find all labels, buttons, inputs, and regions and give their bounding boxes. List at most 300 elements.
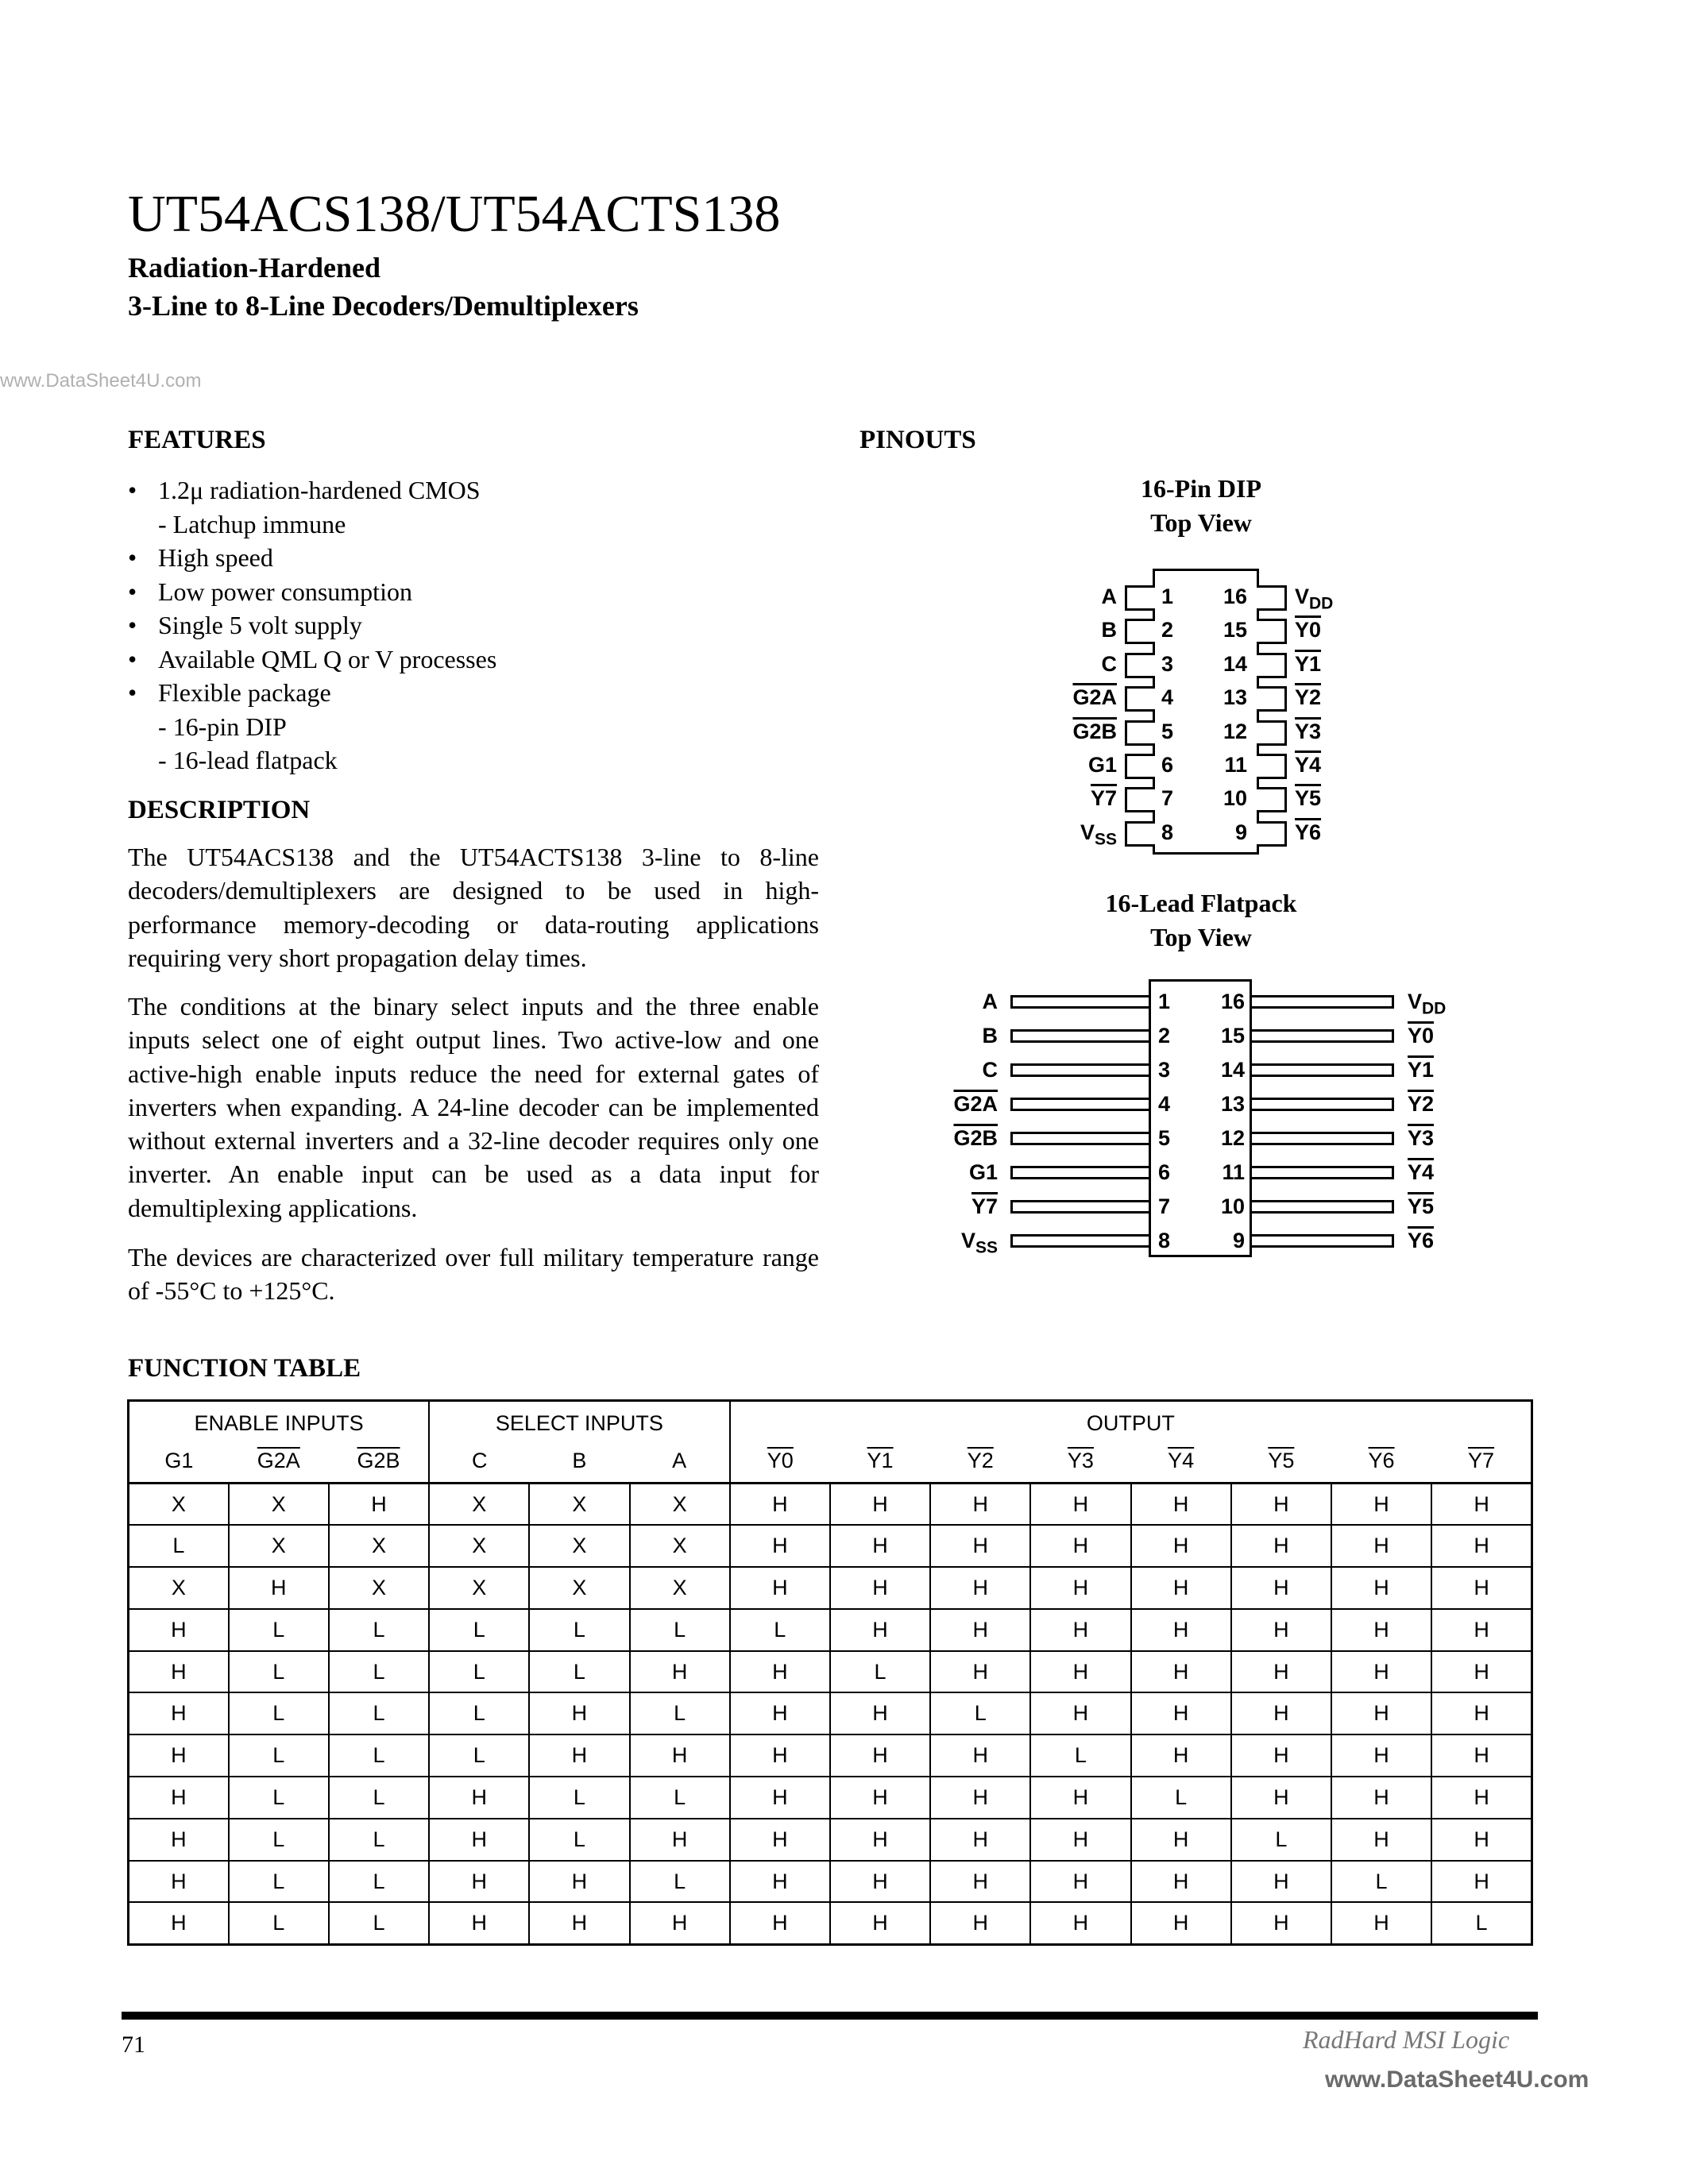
- description-paragraph-1: The UT54ACS138 and the UT54ACTS138 3-line to 8-line decoders/demultiplexers are designed to be used in high-performance memory-decoding or data-routing applications requiring very short propagation delay times.: [128, 843, 819, 972]
- pin-label-text: Y5: [1408, 1194, 1435, 1218]
- table-cell: H: [1131, 1525, 1231, 1567]
- table-column-header: [1331, 1441, 1431, 1484]
- pin-label: [1295, 820, 1321, 845]
- table-column-header-row: [129, 1441, 1532, 1484]
- table-cell: H: [1331, 1567, 1431, 1609]
- table-cell: L: [329, 1861, 429, 1903]
- table-cell: X: [129, 1567, 229, 1609]
- table-cell: H: [1231, 1692, 1331, 1734]
- table-cell: H: [1131, 1484, 1231, 1526]
- table-cell: H: [1030, 1819, 1130, 1861]
- column-header-text: Y3: [1067, 1449, 1094, 1473]
- table-cell: H: [1131, 1819, 1231, 1861]
- table-row: [129, 1734, 1532, 1777]
- table-cell: H: [1131, 1861, 1231, 1903]
- table-cell: L: [529, 1819, 629, 1861]
- pin-label-text: Y3: [1295, 719, 1322, 743]
- pin-number: 6: [1158, 1160, 1171, 1184]
- features-heading: FEATURES: [128, 426, 266, 454]
- table-cell: H: [830, 1609, 930, 1651]
- table-cell: H: [730, 1734, 830, 1777]
- dip-pin: [1125, 787, 1155, 812]
- pin-label-text: Y1: [1408, 1058, 1435, 1082]
- dip-pin: [1257, 754, 1287, 779]
- table-cell: L: [529, 1609, 629, 1651]
- subtitle-decoder: 3-Line to 8-Line Decoders/Demultiplexers: [128, 290, 639, 322]
- table-cell: H: [630, 1819, 730, 1861]
- table-cell: L: [329, 1819, 429, 1861]
- table-cell: H: [229, 1567, 329, 1609]
- pin-number: 5: [1161, 719, 1174, 743]
- table-cell: H: [830, 1734, 930, 1777]
- table-column-header: [1030, 1441, 1130, 1484]
- table-cell: H: [1231, 1609, 1331, 1651]
- pin-number: 9: [1232, 1229, 1245, 1252]
- flatpack-lead: [1010, 1029, 1151, 1043]
- subtitle-radiation: Radiation-Hardened: [128, 252, 381, 284]
- table-cell: H: [630, 1734, 730, 1777]
- pin-label-text: G2B: [1072, 719, 1117, 743]
- pin-number: 7: [1161, 786, 1174, 811]
- document-title: UT54ACS138/UT54ACTS138: [128, 185, 781, 243]
- table-cell: H: [1231, 1861, 1331, 1903]
- table-column-header: [630, 1441, 730, 1484]
- pin-label: [983, 990, 999, 1014]
- pin-label-subscript: DD: [1422, 999, 1447, 1018]
- dip-pin: [1257, 585, 1287, 611]
- pin-number: 4: [1158, 1092, 1171, 1116]
- table-cell: H: [1131, 1567, 1231, 1609]
- table-cell: H: [730, 1484, 830, 1526]
- table-cell: H: [1131, 1902, 1231, 1944]
- table-cell: H: [1231, 1525, 1331, 1567]
- table-cell: L: [229, 1692, 329, 1734]
- table-cell: H: [830, 1567, 930, 1609]
- pin-label: [1408, 1126, 1434, 1151]
- footer-rule: [122, 2012, 1538, 2020]
- pin-label-text: G2A: [953, 1092, 998, 1116]
- pin-label: [1408, 1229, 1434, 1253]
- table-cell: H: [1431, 1567, 1532, 1609]
- description-heading: DESCRIPTION: [128, 796, 311, 824]
- dip-title: [1042, 472, 1360, 540]
- pin-label-text: Y6: [1408, 1229, 1435, 1252]
- table-cell: H: [730, 1525, 830, 1567]
- column-header-text: Y4: [1168, 1449, 1195, 1473]
- pin-label: [1102, 585, 1118, 609]
- table-cell: L: [429, 1692, 529, 1734]
- dip-pin: [1125, 754, 1155, 779]
- table-cell: H: [529, 1902, 629, 1944]
- table-cell: H: [429, 1861, 529, 1903]
- pin-label-text: Y6: [1295, 820, 1322, 844]
- table-cell: H: [1331, 1902, 1431, 1944]
- feature-item: • Flexible package: [128, 676, 496, 710]
- pin-label: [953, 1092, 998, 1117]
- pin-label-text: A: [1101, 585, 1117, 608]
- pin-label: [1408, 1194, 1434, 1219]
- dip-pin: [1257, 787, 1287, 812]
- table-cell: H: [129, 1651, 229, 1693]
- footer-section: RadHard MSI Logic: [1303, 2025, 1510, 2054]
- dip-pin: [1125, 619, 1155, 644]
- column-header-text: G2A: [257, 1449, 300, 1473]
- table-row: [129, 1609, 1532, 1651]
- table-cell: X: [630, 1525, 730, 1567]
- pin-number: 16: [1223, 585, 1247, 608]
- table-cell: X: [229, 1525, 329, 1567]
- pin-label: [1408, 1058, 1434, 1082]
- pin-number: 7: [1158, 1194, 1171, 1218]
- table-cell: L: [229, 1609, 329, 1651]
- table-cell: H: [1030, 1902, 1130, 1944]
- table-cell: L: [1030, 1734, 1130, 1777]
- table-cell: X: [329, 1567, 429, 1609]
- table-cell: H: [930, 1609, 1030, 1651]
- column-header-text: Y7: [1468, 1449, 1495, 1473]
- table-cell: X: [429, 1567, 529, 1609]
- table-cell: L: [229, 1777, 329, 1819]
- table-cell: L: [730, 1609, 830, 1651]
- flatpack-lead: [1250, 1234, 1394, 1248]
- table-row: [129, 1484, 1532, 1526]
- table-cell: H: [630, 1902, 730, 1944]
- pin-label: [1408, 990, 1446, 1018]
- table-cell: H: [129, 1734, 229, 1777]
- table-cell: H: [1331, 1609, 1431, 1651]
- table-row: [129, 1651, 1532, 1693]
- pin-number: 6: [1161, 753, 1174, 777]
- table-cell: H: [1030, 1692, 1130, 1734]
- table-cell: L: [529, 1651, 629, 1693]
- table-cell: L: [1131, 1777, 1231, 1819]
- pinouts-heading: PINOUTS: [859, 426, 976, 454]
- dip-pin: [1257, 619, 1287, 644]
- table-cell: H: [429, 1902, 529, 1944]
- pin-label-text: Y4: [1295, 753, 1322, 777]
- flatpack-lead: [1250, 1098, 1394, 1111]
- table-cell: X: [529, 1567, 629, 1609]
- pin-number: 10: [1220, 1194, 1245, 1218]
- table-cell: H: [930, 1777, 1030, 1819]
- table-cell: L: [129, 1525, 229, 1567]
- table-cell: L: [329, 1777, 429, 1819]
- pin-label-text: C: [1101, 651, 1117, 676]
- table-cell: H: [1431, 1609, 1532, 1651]
- flatpack-lead: [1010, 1234, 1151, 1248]
- flatpack-title: [1042, 886, 1360, 955]
- column-header-text: Y1: [867, 1449, 894, 1473]
- table-cell: X: [229, 1484, 329, 1526]
- table-cell: H: [1231, 1567, 1331, 1609]
- pin-label: [969, 1160, 998, 1185]
- column-header-text: Y5: [1268, 1449, 1295, 1473]
- description-paragraph-3: The devices are characterized over full military temperature range of -55°C to +125°C.: [128, 1243, 819, 1306]
- table-cell: H: [1331, 1484, 1431, 1526]
- flatpack-lead: [1010, 1200, 1151, 1214]
- pin-label: [1295, 652, 1321, 677]
- table-cell: H: [730, 1692, 830, 1734]
- table-cell: X: [630, 1484, 730, 1526]
- pin-number: 14: [1220, 1058, 1245, 1082]
- pin-label: [1080, 820, 1117, 849]
- flatpack-lead: [1250, 1063, 1394, 1077]
- page-number: 71: [122, 2032, 145, 2058]
- table-cell: H: [1431, 1692, 1532, 1734]
- table-column-header: [830, 1441, 930, 1484]
- table-cell: L: [329, 1734, 429, 1777]
- pin-label: [1295, 753, 1321, 778]
- table-cell: L: [329, 1609, 429, 1651]
- table-cell: H: [329, 1484, 429, 1526]
- dip-pin: [1125, 653, 1155, 678]
- pin-label-text: Y5: [1295, 786, 1322, 811]
- table-cell: H: [830, 1902, 930, 1944]
- table-column-header: [329, 1441, 429, 1484]
- pin-label: [1408, 1024, 1434, 1048]
- table-row: [129, 1692, 1532, 1734]
- table-cell: L: [329, 1651, 429, 1693]
- table-cell: H: [129, 1819, 229, 1861]
- table-cell: H: [429, 1819, 529, 1861]
- table-cell: X: [529, 1525, 629, 1567]
- table-cell: H: [129, 1692, 229, 1734]
- table-cell: H: [830, 1819, 930, 1861]
- pin-label-text: B: [1101, 618, 1117, 642]
- table-cell: H: [630, 1651, 730, 1693]
- table-cell: L: [229, 1651, 329, 1693]
- table-cell: H: [1030, 1567, 1130, 1609]
- dip-pin: [1125, 720, 1155, 746]
- pin-label: [1102, 618, 1118, 642]
- table-column-header: [129, 1441, 229, 1484]
- dip-pin: [1257, 821, 1287, 847]
- table-cell: H: [1331, 1734, 1431, 1777]
- table-cell: L: [229, 1819, 329, 1861]
- pin-label-text: V: [960, 1229, 975, 1252]
- table-cell: H: [830, 1777, 930, 1819]
- table-cell: H: [930, 1902, 1030, 1944]
- feature-item: • High speed: [128, 541, 496, 575]
- pin-label-text: C: [982, 1058, 998, 1082]
- pin-label-text: Y0: [1408, 1024, 1435, 1048]
- pin-label: [1408, 1092, 1434, 1117]
- feature-item: • Low power consumption: [128, 575, 496, 609]
- table-cell: X: [429, 1484, 529, 1526]
- pin-number: 2: [1161, 618, 1174, 642]
- pin-number: 8: [1161, 820, 1174, 844]
- dip-title-text: 16-Pin DIP: [1141, 474, 1261, 503]
- pin-label-text: Y3: [1408, 1126, 1435, 1150]
- flatpack-lead: [1250, 1200, 1394, 1214]
- table-cell: L: [1431, 1902, 1532, 1944]
- table-cell: H: [529, 1861, 629, 1903]
- table-cell: H: [1431, 1819, 1532, 1861]
- column-header-text: A: [672, 1449, 687, 1473]
- table-row: [129, 1567, 1532, 1609]
- table-cell: H: [930, 1525, 1030, 1567]
- pin-number: 9: [1234, 820, 1247, 844]
- table-cell: L: [830, 1651, 930, 1693]
- table-cell: H: [930, 1567, 1030, 1609]
- pin-label-text: V: [1080, 820, 1095, 844]
- column-header-text: G2B: [357, 1449, 400, 1473]
- table-row: [129, 1902, 1532, 1944]
- flatpack-lead: [1010, 1063, 1151, 1077]
- flatpack-lead: [1010, 995, 1151, 1009]
- table-cell: H: [1431, 1734, 1532, 1777]
- table-cell: H: [1331, 1777, 1431, 1819]
- flatpack-lead: [1010, 1132, 1151, 1145]
- table-cell: L: [429, 1609, 529, 1651]
- table-cell: H: [1431, 1484, 1532, 1526]
- pin-number: 5: [1158, 1126, 1171, 1150]
- table-cell: L: [229, 1734, 329, 1777]
- table-cell: H: [730, 1902, 830, 1944]
- table-group-header: OUTPUT: [730, 1401, 1532, 1441]
- column-header-text: Y0: [767, 1449, 794, 1473]
- table-cell: L: [1231, 1819, 1331, 1861]
- table-column-header: [1131, 1441, 1231, 1484]
- pin-label-text: Y4: [1408, 1160, 1435, 1184]
- column-header-text: Y2: [967, 1449, 994, 1473]
- table-cell: H: [529, 1734, 629, 1777]
- feature-item: • Available QML Q or V processes: [128, 642, 496, 677]
- table-cell: L: [229, 1861, 329, 1903]
- table-cell: H: [1030, 1861, 1130, 1903]
- dip-pin: [1257, 720, 1287, 746]
- pin-number: 15: [1220, 1024, 1245, 1048]
- table-row: [129, 1525, 1532, 1567]
- pin-label-subscript: SS: [1094, 830, 1117, 849]
- pin-number: 8: [1158, 1229, 1171, 1252]
- pin-label: [1295, 720, 1321, 744]
- table-cell: H: [1331, 1651, 1431, 1693]
- pin-label: [961, 1229, 998, 1257]
- pin-number: 11: [1222, 1160, 1245, 1184]
- dip-pin: [1257, 653, 1287, 678]
- table-cell: H: [730, 1777, 830, 1819]
- dip-view-text: Top View: [1150, 508, 1252, 537]
- dip-pin: [1125, 585, 1155, 611]
- table-cell: L: [429, 1734, 529, 1777]
- table-cell: H: [930, 1651, 1030, 1693]
- feature-item: - 16-pin DIP: [158, 712, 287, 741]
- table-cell: H: [1431, 1525, 1532, 1567]
- pin-number: 13: [1223, 685, 1247, 710]
- table-cell: L: [930, 1692, 1030, 1734]
- table-cell: L: [329, 1692, 429, 1734]
- pin-label: [1295, 618, 1321, 642]
- table-row: [129, 1861, 1532, 1903]
- column-header-text: B: [572, 1449, 587, 1473]
- table-row: [129, 1777, 1532, 1819]
- pin-label-text: V: [1295, 585, 1310, 608]
- flatpack-lead: [1010, 1166, 1151, 1179]
- table-cell: H: [1030, 1651, 1130, 1693]
- table-cell: H: [129, 1777, 229, 1819]
- pin-number: 1: [1161, 585, 1174, 608]
- features-list: [128, 473, 496, 778]
- pin-label: [1091, 786, 1117, 811]
- table-cell: H: [1131, 1609, 1231, 1651]
- table-cell: H: [1131, 1692, 1231, 1734]
- table-cell: H: [1131, 1651, 1231, 1693]
- dip-pin: [1257, 686, 1287, 712]
- pin-label-text: Y2: [1295, 685, 1322, 710]
- feature-item: • 1.2μ radiation-hardened CMOS: [128, 473, 496, 507]
- table-cell: H: [129, 1609, 229, 1651]
- table-cell: H: [730, 1819, 830, 1861]
- pin-label: [1295, 786, 1321, 811]
- table-cell: H: [930, 1484, 1030, 1526]
- table-cell: H: [830, 1861, 930, 1903]
- pin-label-text: G1: [1087, 753, 1117, 777]
- pin-number: 1: [1158, 990, 1171, 1013]
- table-cell: H: [730, 1861, 830, 1903]
- feature-item: • Single 5 volt supply: [128, 608, 496, 642]
- table-cell: L: [630, 1777, 730, 1819]
- table-cell: H: [830, 1484, 930, 1526]
- table-cell: L: [529, 1777, 629, 1819]
- pin-number: 13: [1220, 1092, 1245, 1116]
- watermark-side: www.DataSheet4U.com: [0, 370, 202, 392]
- table-cell: H: [830, 1525, 930, 1567]
- table-column-header: [429, 1441, 529, 1484]
- pin-number: 2: [1158, 1024, 1171, 1048]
- column-header-text: G1: [164, 1449, 194, 1473]
- table-cell: H: [1331, 1819, 1431, 1861]
- pin-label-text: G2A: [1072, 685, 1117, 710]
- pin-label-text: V: [1408, 990, 1423, 1013]
- pin-label-text: B: [982, 1024, 998, 1048]
- pin-number: 4: [1161, 685, 1174, 710]
- table-cell: H: [1231, 1734, 1331, 1777]
- table-cell: H: [1431, 1861, 1532, 1903]
- pin-label: [1295, 685, 1321, 710]
- pin-number: 12: [1223, 719, 1247, 743]
- table-cell: X: [529, 1484, 629, 1526]
- table-cell: H: [1030, 1484, 1130, 1526]
- column-header-text: C: [471, 1449, 488, 1473]
- pin-label-text: Y1: [1295, 651, 1322, 676]
- pin-label: [1408, 1160, 1434, 1185]
- feature-item: - 16-lead flatpack: [158, 746, 338, 774]
- table-column-header: [1231, 1441, 1331, 1484]
- table-cell: H: [129, 1902, 229, 1944]
- flatpack-view-text: Top View: [1150, 923, 1252, 951]
- table-column-header: [730, 1441, 830, 1484]
- table-cell: H: [1231, 1484, 1331, 1526]
- pin-number: 16: [1220, 990, 1245, 1013]
- table-row: [129, 1819, 1532, 1861]
- flatpack-lead: [1250, 1166, 1394, 1179]
- pin-label: [1088, 753, 1117, 778]
- table-cell: X: [129, 1484, 229, 1526]
- pin-number: 10: [1223, 786, 1247, 811]
- table-cell: H: [1030, 1777, 1130, 1819]
- pin-label: [1102, 652, 1118, 677]
- pin-label: [953, 1126, 998, 1151]
- watermark-bottom: www.DataSheet4U.com: [1325, 2066, 1590, 2093]
- pin-label: [1072, 720, 1117, 744]
- pin-number: 3: [1161, 651, 1174, 676]
- pin-label-text: Y7: [1090, 786, 1117, 811]
- description-paragraph-2: The conditions at the binary select inputs and the three enable inputs select one of eight output lines. Two active-low and one active-high enable inputs reduce the need for external gates of inverters when expanding. A 24-line decoder can be implemented without external inverters and a 32-line decoder requires only one inverter. An enable input can be used as a data input for demultiplexing applications.: [128, 992, 819, 1222]
- table-cell: H: [1131, 1734, 1231, 1777]
- flatpack-lead: [1250, 995, 1394, 1009]
- pin-label: [983, 1058, 999, 1082]
